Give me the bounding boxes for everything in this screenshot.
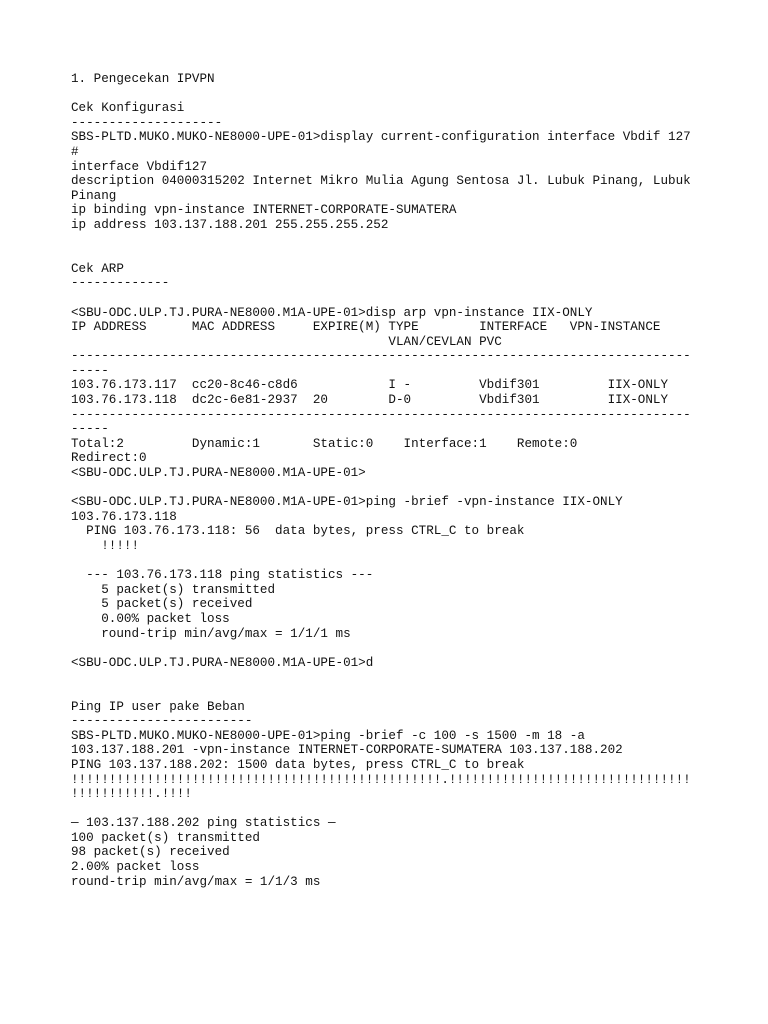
text-line: description 04000315202 Internet Mikro Mulia Agung Sentosa Jl. Lubuk Pinang, Lubuk [71, 174, 691, 189]
blank-line [71, 481, 761, 496]
text-line: IP ADDRESS MAC ADDRESS EXPIRE(M) TYPE INTERFACE VPN-INSTANCE [71, 320, 661, 335]
text-line: VLAN/CEVLAN PVC [71, 334, 502, 349]
text-line: Cek ARP [71, 261, 124, 276]
blank-line [71, 554, 761, 569]
text-line: ---------------------------------------------------------------------------------- [71, 349, 691, 364]
text-line: 103.76.173.118 dc2c-6e81-2937 20 D-0 Vbdif301 IIX-ONLY [71, 393, 669, 408]
text-line: ----- [71, 363, 109, 378]
text-line: 1. Pengecekan IPVPN [71, 72, 215, 86]
text-line: PING 103.76.173.118: 56 data bytes, press CTRL_C to break [71, 524, 525, 539]
text-line: 0.00% packet loss [71, 611, 230, 626]
text-line: Ping IP user pake Beban [71, 699, 245, 714]
blank-line [71, 670, 761, 685]
blank-line [71, 233, 761, 248]
text-line: <SBU-ODC.ULP.TJ.PURA-NE8000.M1A-UPE-01>disp arp vpn-instance IIX-ONLY [71, 305, 593, 320]
text-line: SBS-PLTD.MUKO.MUKO-NE8000-UPE-01>ping -brief -c 100 -s 1500 -m 18 -a [71, 728, 585, 743]
text-line: <SBU-ODC.ULP.TJ.PURA-NE8000.M1A-UPE-01>d [71, 655, 374, 670]
text-line: ------------------------ [71, 714, 253, 729]
text-line: !!!!! [71, 539, 140, 553]
text-line: -------------------- [71, 115, 223, 130]
text-line: !!!!!!!!!!!!!!!!!!!!!!!!!!!!!!!!!!!!!!!!!!!!!!!!!.!!!!!!!!!!!!!!!!!!!!!!!!!!!!!!!! [71, 772, 691, 787]
text-line: <SBU-ODC.ULP.TJ.PURA-NE8000.M1A-UPE-01>ping -brief -vpn-instance IIX-ONLY [71, 495, 623, 510]
text-line: SBS-PLTD.MUKO.MUKO-NE8000-UPE-01>display current-configuration interface Vbdif 127 [71, 130, 691, 145]
text-line: 5 packet(s) transmitted [71, 582, 276, 597]
text-line: # [71, 144, 79, 159]
text-line: round-trip min/avg/max = 1/1/3 ms [71, 874, 321, 889]
text-line: ----- [71, 422, 109, 437]
text-line: — 103.137.188.202 ping statistics — [71, 816, 336, 831]
text-line: --- 103.76.173.118 ping statistics --- [71, 568, 374, 583]
text-line: ---------------------------------------------------------------------------------- [71, 407, 691, 422]
text-line: Redirect:0 [71, 451, 147, 466]
text-line: ------------- [71, 276, 170, 291]
text-line: ip binding vpn-instance INTERNET-CORPORATE-SUMATERA [71, 203, 457, 218]
blank-line [71, 291, 761, 306]
text-line: 103.76.173.117 cc20-8c46-c8d6 I - Vbdif301 IIX-ONLY [71, 378, 669, 393]
text-line: <SBU-ODC.ULP.TJ.PURA-NE8000.M1A-UPE-01> [71, 466, 366, 481]
text-line: 5 packet(s) received [71, 597, 253, 612]
text-line: 100 packet(s) transmitted [71, 830, 260, 845]
text-line: interface Vbdif127 [71, 159, 208, 174]
blank-line [71, 641, 761, 656]
text-line: 103.76.173.118 [71, 509, 177, 524]
text-line: 2.00% packet loss [71, 860, 200, 875]
blank-line [71, 87, 761, 102]
text-line: Total:2 Dynamic:1 Static:0 Interface:1 Remote:0 [71, 436, 578, 451]
text-line: ip address 103.137.188.201 255.255.255.252 [71, 217, 389, 232]
text-line: PING 103.137.188.202: 1500 data bytes, press CTRL_C to break [71, 757, 525, 772]
text-line: Cek Konfigurasi [71, 101, 185, 116]
text-line: 103.137.188.201 -vpn-instance INTERNET-CORPORATE-SUMATERA 103.137.188.202 [71, 743, 623, 758]
text-line: Pinang [71, 188, 117, 203]
text-line: round-trip min/avg/max = 1/1/1 ms [71, 626, 351, 641]
blank-line [71, 247, 761, 262]
blank-line [71, 802, 761, 817]
blank-line [71, 685, 761, 700]
document-page [71, 72, 761, 889]
text-line: !!!!!!!!!!!.!!!! [71, 787, 192, 802]
text-line: 98 packet(s) received [71, 845, 230, 860]
